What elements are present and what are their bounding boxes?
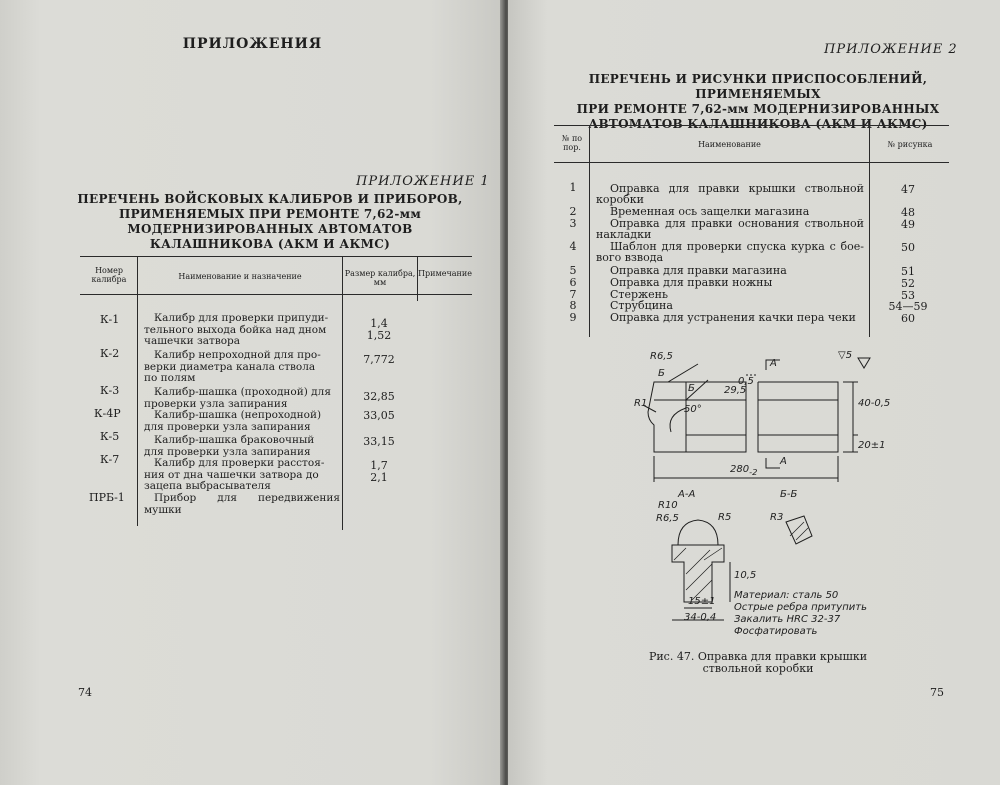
page-number: 75 (930, 686, 944, 699)
table-row-code: К-4Р (94, 407, 121, 420)
label-b: Б (688, 383, 695, 394)
table-row-desc (144, 493, 340, 516)
table-row-name (596, 206, 864, 217)
note-line: Закалить HRC 32-37 (734, 614, 841, 625)
heading-line: ПЕРЕЧЕНЬ ВОЙСКОВЫХ КАЛИБРОВ И ПРИБОРОВ, (77, 192, 463, 206)
table-row-desc (144, 350, 340, 385)
table-row-code: К-3 (100, 384, 120, 397)
name-line: Временная ось защелки магазина (610, 205, 810, 218)
table-row-num: 8 (569, 299, 577, 312)
name-line: Оправка для правки основания ствольной (610, 217, 864, 230)
desc-line: верки диаметра канала ствола (144, 360, 316, 373)
label-dim-105: 10,5 (734, 570, 757, 581)
desc-line: для проверки узла запирания (144, 445, 311, 458)
desc-line: Калибр-шашка (непроходной) (154, 409, 322, 421)
col-header-name: Наименование (698, 140, 761, 149)
table-row-code: К-5 (100, 430, 120, 443)
label-section-aa: А-А (678, 489, 696, 500)
table-col-divider (417, 256, 418, 301)
col-header-note: Примечание (418, 269, 472, 278)
table-row-size (349, 354, 409, 366)
size-value: 2,1 (370, 470, 388, 484)
table-row-num: 4 (569, 240, 577, 253)
table-row-fig: 47 (901, 183, 915, 196)
section-bb-outline (786, 516, 812, 544)
label-dim-280: $280_{-2}$ (730, 464, 758, 477)
table-row-num: 5 (569, 264, 577, 277)
heading-line: МОДЕРНИЗИРОВАННЫХ АВТОМАТОВ (127, 222, 413, 236)
table-row-size (349, 460, 409, 483)
right-page (508, 0, 1000, 785)
label-r5: R5 (718, 512, 732, 523)
desc-line: проверки узла запирания (144, 397, 288, 410)
tool-tip-outline (648, 382, 686, 452)
table-top-rule (80, 256, 472, 257)
label-dim-20: 20±1 (858, 440, 886, 451)
note-line: Фосфатировать (734, 626, 818, 637)
label-dim-40: 40-0,5 (858, 398, 891, 409)
desc-line: Калибр-шашка (проходной) для (154, 386, 331, 398)
desc-line: Калибр-шашка браковочный (154, 434, 315, 446)
label-dim-05: 0,5 (738, 376, 754, 387)
desc-line: ния от дна чашечки затвора до (144, 468, 319, 481)
table-row-code: К-7 (100, 453, 120, 466)
table-row-size (349, 410, 409, 422)
section-aa-outline (672, 520, 724, 602)
size-value: 7,772 (363, 353, 395, 366)
size-value: 33,05 (363, 409, 395, 422)
section-aa-hatch (674, 548, 722, 600)
table-row-fig: 60 (901, 312, 915, 325)
label-r1: R1 (634, 398, 648, 409)
label-dim-15: 15±1 (688, 596, 716, 607)
table-row-num: 6 (569, 276, 577, 289)
label-a: А (780, 456, 787, 467)
drawing-notes (734, 590, 867, 638)
col-header-fig: № рисунка (887, 140, 933, 149)
appendix-1-label: ПРИЛОЖЕНИЕ 1 (356, 174, 490, 189)
table-row-num: 9 (569, 311, 577, 324)
desc-line: по полям (144, 372, 196, 384)
heading-line: АВТОМАТОВ КАЛАШНИКОВА (АКМ И АКМС) (588, 117, 928, 131)
table-header-rule (80, 294, 472, 295)
heading-line: КАЛАШНИКОВА (АКМ И АКМС) (149, 237, 391, 251)
desc-line: чашечки затвора (144, 335, 241, 347)
label-r10: R10 (658, 500, 678, 511)
table-top-rule (554, 125, 949, 126)
name-line: Стержень (610, 288, 669, 301)
table-row-desc (144, 435, 340, 458)
table-row-desc (144, 458, 340, 493)
tool-body-right (758, 382, 838, 452)
label-section-bb: Б-Б (780, 489, 798, 500)
label-a: А (770, 358, 777, 369)
table-row-num: 2 (569, 205, 577, 218)
table-row-name (596, 183, 864, 205)
table-header-rule (554, 162, 949, 163)
table-col-divider (342, 256, 343, 530)
finish-symbol (858, 358, 870, 368)
table-row-fig: 53 (901, 289, 915, 302)
desc-line: Прибор для передвижения (154, 492, 340, 504)
table-row-name (596, 300, 864, 311)
caption-line: ствольной коробки (702, 662, 814, 675)
table-row-code: К-2 (100, 347, 120, 360)
label-dim-34: 34-0,4 (684, 612, 717, 623)
size-value: 1,7 (370, 459, 388, 472)
label-r3: R3 (770, 512, 784, 523)
col-header-code: Номер калибра (91, 266, 127, 284)
name-line: накладки (596, 228, 652, 241)
table-row-code: ПРБ-1 (89, 491, 125, 504)
appendix-2-heading (538, 72, 978, 132)
name-line: Шаблон для проверки спуска курка с бое- (610, 240, 864, 253)
table-row-num: 3 (569, 217, 577, 230)
label-dim-295: 29,5 (724, 385, 747, 396)
table-row-desc (144, 313, 340, 348)
table-col-divider (589, 125, 590, 337)
table-row-fig: 49 (901, 218, 915, 231)
desc-line: Калибр для проверки расстоя- (154, 457, 325, 469)
label-r65: R6,5 (656, 513, 679, 524)
table-row-name (596, 277, 864, 288)
desc-line: Калибр для проверки припуди- (154, 312, 329, 324)
size-value: 33,15 (363, 435, 395, 448)
table-row-num: 7 (569, 288, 577, 301)
desc-line: мушки (144, 503, 182, 516)
page-number: 74 (78, 686, 92, 699)
appendix-1-heading (60, 192, 480, 252)
desc-line: зацепа выбрасывателя (144, 480, 271, 492)
col-header-size: Размер калибра, мм (344, 269, 416, 287)
heading-line: ПРИ РЕМОНТЕ 7,62-мм МОДЕРНИЗИРОВАННЫХ (576, 102, 940, 116)
desc-line: Калибр непроходной для про- (154, 349, 321, 361)
col-header-num: № по пор. (561, 134, 583, 152)
figure-caption (618, 651, 898, 675)
table-row-size (349, 436, 409, 448)
table-row-num: 1 (569, 181, 577, 194)
table-row-fig: 51 (901, 265, 915, 278)
table-row-size (349, 391, 409, 403)
table-row-fig: 54—59 (888, 300, 928, 313)
label-angle: 50° (684, 404, 702, 415)
table-col-divider (137, 256, 138, 526)
table-row-name (596, 218, 864, 240)
appendices-title: ПРИЛОЖЕНИЯ (182, 36, 323, 52)
name-line: вого взвода (596, 251, 664, 264)
name-line: коробки (596, 193, 644, 206)
label-r65: R6,5 (650, 351, 673, 362)
name-line: Струбцина (610, 299, 673, 312)
table-row-name (596, 265, 864, 276)
table-row-desc (144, 410, 340, 433)
size-value: 1,4 (370, 317, 388, 330)
name-line: Оправка для правки магазина (610, 264, 787, 277)
heading-line: ПРИМЕНЯЕМЫХ ПРИ РЕМОНТЕ 7,62-мм (118, 207, 422, 221)
size-value: 32,85 (363, 390, 395, 403)
size-value: 1,52 (366, 328, 392, 342)
col-header-name: Наименование и назначение (178, 272, 302, 281)
name-line: Оправка для правки крышки ствольной (610, 182, 864, 195)
table-col-divider (869, 125, 870, 337)
name-line: Оправка для правки ножны (610, 276, 773, 289)
label-finish: ▽5 (838, 350, 853, 361)
note-line: Материал: сталь 50 (734, 590, 839, 601)
leader-line (668, 364, 698, 382)
appendix-2-label: ПРИЛОЖЕНИЕ 2 (824, 42, 958, 57)
table-row-fig: 50 (901, 241, 915, 254)
table-row-code: К-1 (100, 313, 120, 326)
table-row-desc (144, 387, 340, 410)
caption-line: Рис. 47. Оправка для правки крышки (648, 650, 868, 663)
table-row-fig: 48 (901, 206, 915, 219)
table-row-fig: 52 (901, 277, 915, 290)
label-b: Б (658, 368, 665, 379)
table-row-name (596, 241, 864, 263)
table-row-name (596, 312, 871, 323)
desc-line: тельного выхода бойка над дном (144, 323, 327, 336)
note-line: Острые ребра притупить (734, 602, 867, 613)
heading-line: ПЕРЕЧЕНЬ И РИСУНКИ ПРИСПОСОБЛЕНИЙ, ПРИМЕНЯЕМЫХ (588, 72, 928, 101)
section-arrow-a (766, 458, 780, 468)
table-row-size (349, 318, 409, 341)
desc-line: для проверки узла запирания (144, 420, 311, 433)
name-line: Оправка для устранения качки пера чеки (610, 311, 856, 324)
